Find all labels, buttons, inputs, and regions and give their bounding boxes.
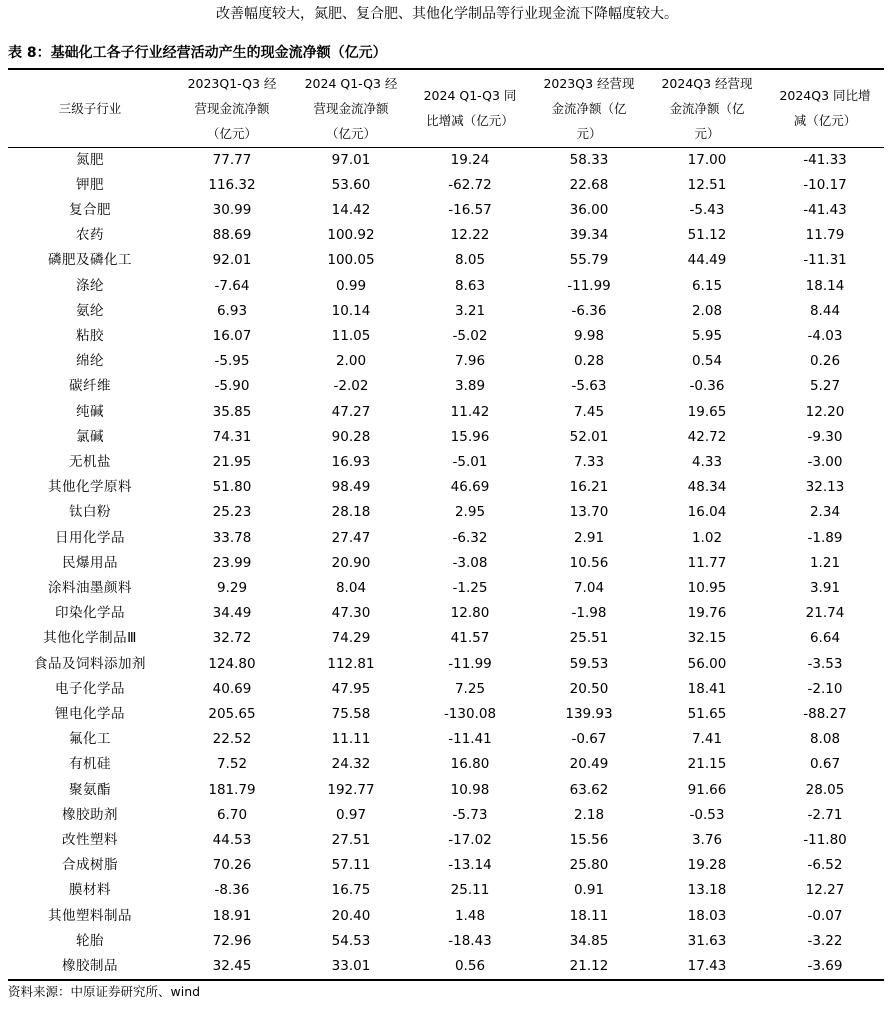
column-header-line: 减（亿元） bbox=[793, 113, 857, 129]
table-cell: -6.52 bbox=[807, 857, 843, 874]
sub-industry-name: 氯碱 bbox=[76, 428, 104, 445]
table-row bbox=[8, 374, 884, 399]
table-cell: 7.45 bbox=[573, 403, 605, 420]
table-cell: 75.58 bbox=[331, 705, 371, 722]
table-cell: 18.11 bbox=[569, 907, 609, 924]
table-cell: 19.28 bbox=[687, 857, 727, 874]
cashflow-table bbox=[8, 68, 884, 981]
table-cell: 34.85 bbox=[569, 932, 609, 949]
column-header-line: 营现金流净额 bbox=[194, 100, 270, 116]
table-cell: 46.69 bbox=[450, 479, 490, 496]
table-cell: -5.73 bbox=[452, 806, 488, 823]
table-cell: -5.43 bbox=[689, 201, 725, 218]
table-row bbox=[8, 526, 884, 551]
table-cell: 12.22 bbox=[450, 227, 490, 244]
table-cell: -5.01 bbox=[452, 453, 488, 470]
table-cell: -6.36 bbox=[571, 302, 607, 319]
table-cell: 5.27 bbox=[809, 378, 841, 395]
table-row bbox=[8, 400, 884, 425]
table-cell: -18.43 bbox=[448, 932, 492, 949]
table-cell: 56.00 bbox=[687, 655, 727, 672]
column-header-line: 元） bbox=[576, 125, 602, 141]
table-row bbox=[8, 778, 884, 803]
sub-industry-name: 磷肥及磷化工 bbox=[48, 252, 132, 269]
table-cell: 8.44 bbox=[809, 302, 841, 319]
table-cell: 21.12 bbox=[569, 958, 609, 974]
sub-industry-name: 绵纶 bbox=[76, 353, 104, 370]
table-caption: 表 8：基础化工各子行业经营活动产生的现金流净额（亿元） bbox=[8, 45, 387, 61]
table-cell: -0.53 bbox=[689, 806, 725, 823]
column-header-line: 金流净额（亿 bbox=[551, 100, 627, 116]
sub-industry-name: 电子化学品 bbox=[55, 680, 125, 697]
table-cell: 70.26 bbox=[212, 857, 252, 874]
intro-text: 改善幅度较大，氮肥、复合肥、其他化学制品等行业现金流下降幅度较大。 bbox=[216, 6, 678, 22]
table-row bbox=[8, 173, 884, 198]
table-cell: 58.33 bbox=[569, 151, 609, 168]
table-cell: 22.68 bbox=[569, 176, 609, 193]
table-cell: -3.22 bbox=[807, 932, 843, 949]
column-header-line: 三级子行业 bbox=[58, 100, 122, 116]
table-cell: -62.72 bbox=[448, 176, 492, 193]
sub-industry-name: 氨纶 bbox=[76, 302, 104, 319]
table-cell: -6.32 bbox=[452, 529, 488, 546]
sub-industry-name: 涂料油墨颜料 bbox=[48, 579, 132, 596]
table-cell: -41.43 bbox=[803, 201, 847, 218]
column-header-line: 2024Q3 同比增 bbox=[779, 88, 871, 104]
column-header-line: 2024Q3 经营现 bbox=[661, 75, 753, 91]
table-row bbox=[8, 878, 884, 903]
table-cell: 3.76 bbox=[691, 831, 723, 848]
table-cell: 47.27 bbox=[331, 403, 371, 420]
table-cell: 16.75 bbox=[331, 882, 371, 899]
table-cell: 24.32 bbox=[331, 756, 371, 773]
table-cell: 48.34 bbox=[687, 479, 727, 496]
table-cell: -3.00 bbox=[807, 453, 843, 470]
table-cell: 54.53 bbox=[331, 932, 371, 949]
table-cell: -3.53 bbox=[807, 655, 843, 672]
table-cell: 41.57 bbox=[450, 630, 490, 647]
column-header-line: 2023Q3 经营现 bbox=[543, 75, 635, 91]
table-body bbox=[8, 147, 884, 980]
sub-industry-name: 橡胶助剂 bbox=[62, 806, 118, 823]
table-cell: 74.31 bbox=[212, 428, 252, 445]
table-cell: 21.74 bbox=[805, 605, 845, 622]
table-cell: 3.89 bbox=[454, 378, 486, 395]
table-cell: 27.51 bbox=[331, 831, 371, 848]
table-cell: -11.99 bbox=[448, 655, 492, 672]
table-cell: 192.77 bbox=[327, 781, 375, 798]
table-cell: 0.99 bbox=[335, 277, 367, 294]
table-cell: 1.02 bbox=[691, 529, 723, 546]
table-header bbox=[8, 69, 884, 147]
sub-industry-name: 有机硅 bbox=[69, 756, 111, 773]
table-cell: -11.99 bbox=[567, 277, 611, 294]
table-cell: 4.33 bbox=[691, 453, 723, 470]
sub-industry-name: 改性塑料 bbox=[62, 831, 118, 848]
table-row bbox=[8, 601, 884, 626]
column-header-line: 2024 Q1-Q3 同 bbox=[423, 88, 517, 104]
table-cell: 20.50 bbox=[569, 680, 609, 697]
table-cell: 42.72 bbox=[687, 428, 727, 445]
sub-industry-name: 碳纤维 bbox=[69, 378, 111, 395]
table-row bbox=[8, 299, 884, 324]
table-row bbox=[8, 702, 884, 727]
table-cell: 28.18 bbox=[331, 504, 371, 521]
column-header bbox=[530, 69, 648, 147]
table-cell: -1.25 bbox=[452, 579, 488, 596]
table-cell: 55.79 bbox=[569, 252, 609, 269]
column-header-line: 营现金流净额 bbox=[313, 100, 389, 116]
table-cell: 18.03 bbox=[687, 907, 727, 924]
table-cell: 23.99 bbox=[212, 554, 252, 571]
table-cell: 100.05 bbox=[327, 252, 375, 269]
table-cell: -10.17 bbox=[803, 176, 847, 193]
table-cell: -13.14 bbox=[448, 857, 492, 874]
table-cell: 17.00 bbox=[687, 151, 727, 168]
table-cell: -1.89 bbox=[807, 529, 843, 546]
table-cell: 32.13 bbox=[805, 479, 845, 496]
table-cell: -2.10 bbox=[807, 680, 843, 697]
table-cell: -7.64 bbox=[214, 277, 250, 294]
sub-industry-name: 其他化学原料 bbox=[48, 479, 132, 496]
table-cell: 15.56 bbox=[569, 831, 609, 848]
table-cell: 77.77 bbox=[212, 151, 252, 168]
table-cell: 2.34 bbox=[809, 504, 841, 521]
table-cell: -130.08 bbox=[443, 705, 497, 722]
table-cell: 7.25 bbox=[454, 680, 486, 697]
table-cell: 112.81 bbox=[327, 655, 375, 672]
table-cell: -2.71 bbox=[807, 806, 843, 823]
table-cell: 11.11 bbox=[331, 731, 371, 748]
table-cell: 19.65 bbox=[687, 403, 727, 420]
table-cell: 10.95 bbox=[687, 579, 727, 596]
table-cell: 5.95 bbox=[691, 327, 723, 344]
table-cell: 8.05 bbox=[454, 252, 486, 269]
table-cell: 0.28 bbox=[573, 353, 605, 370]
table-cell: 15.96 bbox=[450, 428, 490, 445]
table-cell: -3.69 bbox=[807, 958, 843, 974]
table-cell: -0.07 bbox=[807, 907, 843, 924]
sub-industry-name: 锂电化学品 bbox=[55, 705, 125, 722]
table-cell: 10.56 bbox=[569, 554, 609, 571]
table-cell: 59.53 bbox=[569, 655, 609, 672]
table-cell: 0.26 bbox=[809, 353, 841, 370]
table-cell: 72.96 bbox=[212, 932, 252, 949]
table-cell: 18.14 bbox=[805, 277, 845, 294]
column-header-line: 元） bbox=[694, 125, 720, 141]
table-cell: 25.80 bbox=[569, 857, 609, 874]
table-cell: -17.02 bbox=[448, 831, 492, 848]
table-cell: 12.51 bbox=[687, 176, 727, 193]
sub-industry-name: 无机盐 bbox=[69, 453, 111, 470]
table-cell: 53.60 bbox=[331, 176, 371, 193]
table-cell: 9.98 bbox=[573, 327, 605, 344]
column-header bbox=[8, 69, 172, 147]
table-cell: -0.36 bbox=[689, 378, 725, 395]
table-cell: 32.72 bbox=[212, 630, 252, 647]
table-cell: 91.66 bbox=[687, 781, 727, 798]
table-row bbox=[8, 475, 884, 500]
table-cell: -5.02 bbox=[452, 327, 488, 344]
table-cell: 51.12 bbox=[687, 227, 727, 244]
table-cell: 0.56 bbox=[454, 958, 486, 974]
table-cell: 6.64 bbox=[809, 630, 841, 647]
table-cell: 205.65 bbox=[208, 705, 256, 722]
table-row bbox=[8, 652, 884, 677]
sub-industry-name: 合成树脂 bbox=[62, 857, 118, 874]
table-row bbox=[8, 904, 884, 929]
table-cell: 11.05 bbox=[331, 327, 371, 344]
column-header-line: 比增减（亿元） bbox=[426, 113, 514, 129]
table-cell: 19.76 bbox=[687, 605, 727, 622]
table-cell: 22.52 bbox=[212, 731, 252, 748]
column-header-line: （亿元） bbox=[206, 125, 257, 141]
table-cell: -5.63 bbox=[571, 378, 607, 395]
table-cell: 17.43 bbox=[687, 958, 727, 974]
table-cell: 63.62 bbox=[569, 781, 609, 798]
table-cell: 6.15 bbox=[691, 277, 723, 294]
table-row bbox=[8, 198, 884, 223]
table-cell: 51.80 bbox=[212, 479, 252, 496]
table-cell: 14.42 bbox=[331, 201, 371, 218]
table-cell: 47.30 bbox=[331, 605, 371, 622]
column-header bbox=[766, 69, 884, 147]
table-cell: 181.79 bbox=[208, 781, 256, 798]
column-header-line: 2023Q1-Q3 经 bbox=[187, 75, 277, 91]
table-cell: -88.27 bbox=[803, 705, 847, 722]
table-cell: 3.91 bbox=[809, 579, 841, 596]
table-cell: -1.98 bbox=[571, 605, 607, 622]
table-cell: 16.80 bbox=[450, 756, 490, 773]
table-row bbox=[8, 349, 884, 374]
table-cell: -5.90 bbox=[214, 378, 250, 395]
table-cell: 28.05 bbox=[805, 781, 845, 798]
table-row bbox=[8, 248, 884, 273]
table-cell: 20.90 bbox=[331, 554, 371, 571]
table-cell: 2.95 bbox=[454, 504, 486, 521]
table-cell: 33.01 bbox=[331, 958, 371, 974]
sub-industry-name: 民爆用品 bbox=[62, 554, 118, 571]
sub-industry-name: 农药 bbox=[76, 227, 104, 244]
table-cell: 44.49 bbox=[687, 252, 727, 269]
table-cell: 116.32 bbox=[208, 176, 256, 193]
table-cell: 20.49 bbox=[569, 756, 609, 773]
table-cell: 2.08 bbox=[691, 302, 723, 319]
table-cell: 25.11 bbox=[450, 882, 490, 899]
table-cell: 1.48 bbox=[454, 907, 486, 924]
table-cell: 51.65 bbox=[687, 705, 727, 722]
column-header bbox=[292, 69, 410, 147]
table-cell: 30.99 bbox=[212, 201, 252, 218]
table-cell: 98.49 bbox=[331, 479, 371, 496]
table-cell: 25.23 bbox=[212, 504, 252, 521]
table-cell: 19.24 bbox=[450, 151, 490, 168]
table-cell: 16.04 bbox=[687, 504, 727, 521]
table-cell: -5.95 bbox=[214, 353, 250, 370]
table-row bbox=[8, 500, 884, 525]
table-row bbox=[8, 551, 884, 576]
table-cell: 16.07 bbox=[212, 327, 252, 344]
table-cell: 20.40 bbox=[331, 907, 371, 924]
sub-industry-name: 橡胶制品 bbox=[62, 958, 118, 974]
sub-industry-name: 印染化学品 bbox=[55, 605, 125, 622]
table-cell: 25.51 bbox=[569, 630, 609, 647]
table-cell: 139.93 bbox=[565, 705, 613, 722]
table-cell: 40.69 bbox=[212, 680, 252, 697]
table-cell: 44.53 bbox=[212, 831, 252, 848]
sub-industry-name: 食品及饲料添加剂 bbox=[34, 655, 146, 672]
table-cell: 7.52 bbox=[216, 756, 248, 773]
table-cell: 8.08 bbox=[809, 731, 841, 748]
table-cell: 32.45 bbox=[212, 958, 252, 974]
table-cell: 32.15 bbox=[687, 630, 727, 647]
table-cell: 10.98 bbox=[450, 781, 490, 798]
table-cell: 2.18 bbox=[573, 806, 605, 823]
table-cell: 11.42 bbox=[450, 403, 490, 420]
column-header-line: 金流净额（亿 bbox=[669, 100, 745, 116]
header-row bbox=[8, 69, 884, 147]
table-cell: 9.29 bbox=[216, 579, 248, 596]
table-cell: 18.91 bbox=[212, 907, 252, 924]
table-row bbox=[8, 727, 884, 752]
table-cell: 36.00 bbox=[569, 201, 609, 218]
table-cell: 27.47 bbox=[331, 529, 371, 546]
sub-industry-name: 氟化工 bbox=[69, 731, 111, 748]
table-cell: -8.36 bbox=[214, 882, 250, 899]
sub-industry-name: 聚氨酯 bbox=[69, 781, 111, 798]
table-row bbox=[8, 274, 884, 299]
sub-industry-name: 日用化学品 bbox=[55, 529, 125, 546]
table-cell: 0.97 bbox=[335, 806, 367, 823]
table-cell: 6.70 bbox=[216, 806, 248, 823]
table-cell: 2.00 bbox=[335, 353, 367, 370]
table-cell: -0.67 bbox=[571, 731, 607, 748]
table-cell: 74.29 bbox=[331, 630, 371, 647]
table-cell: 90.28 bbox=[331, 428, 371, 445]
table-row bbox=[8, 425, 884, 450]
table-cell: 7.33 bbox=[573, 453, 605, 470]
table-cell: -9.30 bbox=[807, 428, 843, 445]
table-cell: 7.96 bbox=[454, 353, 486, 370]
table-cell: 88.69 bbox=[212, 227, 252, 244]
table-cell: 0.91 bbox=[573, 882, 605, 899]
table-cell: 7.41 bbox=[691, 731, 723, 748]
table-cell: 34.49 bbox=[212, 605, 252, 622]
table-cell: 124.80 bbox=[208, 655, 256, 672]
table-cell: 12.80 bbox=[450, 605, 490, 622]
table-cell: 31.63 bbox=[687, 932, 727, 949]
table-cell: -2.02 bbox=[333, 378, 369, 395]
sub-industry-name: 钛白粉 bbox=[69, 504, 111, 521]
table-cell: 8.04 bbox=[335, 579, 367, 596]
table-cell: 3.21 bbox=[454, 302, 486, 319]
table-cell: 12.27 bbox=[805, 882, 845, 899]
table-row bbox=[8, 853, 884, 878]
table-cell: 13.70 bbox=[569, 504, 609, 521]
table-cell: 57.11 bbox=[331, 857, 371, 874]
table-row bbox=[8, 324, 884, 349]
table-cell: 33.78 bbox=[212, 529, 252, 546]
table-cell: 12.20 bbox=[805, 403, 845, 420]
table-cell: -11.41 bbox=[448, 731, 492, 748]
sub-industry-name: 轮胎 bbox=[76, 932, 104, 949]
table-cell: 7.04 bbox=[573, 579, 605, 596]
column-header-line: 2024 Q1-Q3 经 bbox=[304, 75, 398, 91]
table-row bbox=[8, 576, 884, 601]
table-cell: 39.34 bbox=[569, 227, 609, 244]
table-row bbox=[8, 929, 884, 954]
table-cell: 97.01 bbox=[331, 151, 371, 168]
table-cell: 16.93 bbox=[331, 453, 371, 470]
sub-industry-name: 涤纶 bbox=[76, 277, 104, 294]
table-row bbox=[8, 954, 884, 980]
table-cell: 1.21 bbox=[809, 554, 841, 571]
table-cell: 21.15 bbox=[687, 756, 727, 773]
table-cell: 11.79 bbox=[805, 227, 845, 244]
table-cell: 52.01 bbox=[569, 428, 609, 445]
table-row bbox=[8, 803, 884, 828]
column-header-line: （亿元） bbox=[325, 125, 376, 141]
table-cell: 47.95 bbox=[331, 680, 371, 697]
sub-industry-name: 钾肥 bbox=[76, 176, 104, 193]
column-header bbox=[410, 69, 530, 147]
table-row bbox=[8, 677, 884, 702]
table-row bbox=[8, 450, 884, 475]
source-note: 资料来源：中原证券研究所、wind bbox=[8, 984, 201, 999]
table-cell: 13.18 bbox=[687, 882, 727, 899]
sub-industry-name: 膜材料 bbox=[69, 882, 111, 899]
table-cell: 92.01 bbox=[212, 252, 252, 269]
column-header bbox=[172, 69, 292, 147]
table-cell: -4.03 bbox=[807, 327, 843, 344]
table-cell: -11.31 bbox=[803, 252, 847, 269]
table-cell: 6.93 bbox=[216, 302, 248, 319]
sub-industry-name: 粘胶 bbox=[76, 327, 104, 344]
table-cell: -41.33 bbox=[803, 151, 847, 168]
table-cell: 21.95 bbox=[212, 453, 252, 470]
table-cell: 18.41 bbox=[687, 680, 727, 697]
table-cell: 11.77 bbox=[687, 554, 727, 571]
table-row bbox=[8, 828, 884, 853]
sub-industry-name: 氮肥 bbox=[76, 151, 104, 168]
table-cell: 35.85 bbox=[212, 403, 252, 420]
sub-industry-name: 纯碱 bbox=[76, 403, 104, 420]
table-cell: 100.92 bbox=[327, 227, 375, 244]
table-cell: 2.91 bbox=[573, 529, 605, 546]
table-cell: 16.21 bbox=[569, 479, 609, 496]
sub-industry-name: 其他塑料制品 bbox=[48, 907, 132, 924]
table-cell: -3.08 bbox=[452, 554, 488, 571]
table-cell: 10.14 bbox=[331, 302, 371, 319]
table-row bbox=[8, 223, 884, 248]
table-cell: 0.67 bbox=[809, 756, 841, 773]
table-cell: -16.57 bbox=[448, 201, 492, 218]
table-cell: 0.54 bbox=[691, 353, 723, 370]
column-header bbox=[648, 69, 766, 147]
table-cell: 8.63 bbox=[454, 277, 486, 294]
table-row bbox=[8, 626, 884, 651]
table-row bbox=[8, 752, 884, 777]
sub-industry-name: 复合肥 bbox=[69, 201, 111, 218]
table-row bbox=[8, 147, 884, 173]
sub-industry-name: 其他化学制品Ⅲ bbox=[43, 630, 137, 647]
table-cell: -11.80 bbox=[803, 831, 847, 848]
